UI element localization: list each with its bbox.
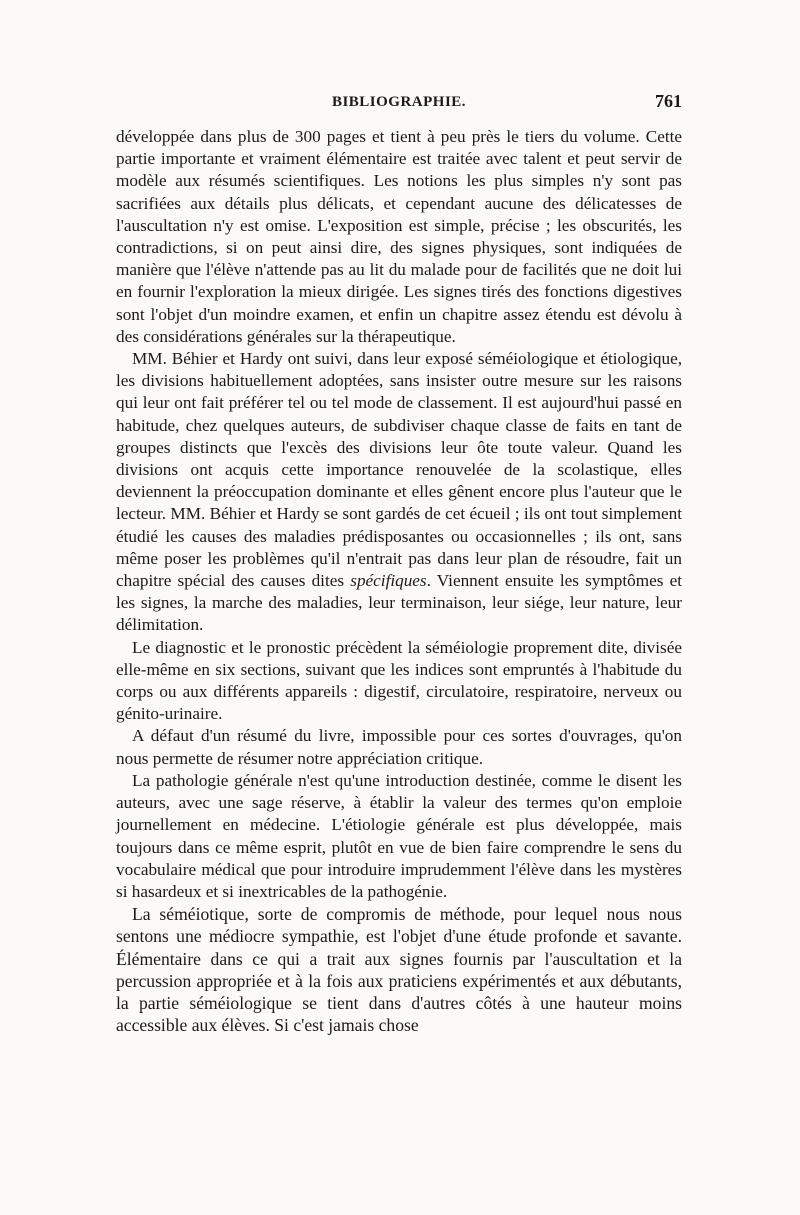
paragraph-2 <box>116 348 682 637</box>
paragraph-1 <box>116 126 682 348</box>
paragraph-6 <box>116 903 682 1036</box>
text-segment: La séméiotique, sorte de compromis de méthode, pour lequel nous nous sentons une médiocre sympathie, est l'objet d'une étude profonde et savante. Élémentaire dans ce qui a trait aux signes fournis par l'auscultation et la percussion appropriée et à la fois aux praticiens expérimentés et aux débutants, la partie séméiologique se tient dans d'autres côtés à une hauteur moins accessible aux élèves. Si c'est jamais chose <box>116 904 682 1036</box>
text-segment: développée dans plus de 300 pages et tient à peu près le tiers du volume. Cette partie importante et vraiment élémentaire est traitée avec talent et peut servir de modèle aux résumés scientifiques. Les notions les plus simples n'y sont pas sacrifiées aux détails plus délicats, et cependant aucune des délicatesses de l'auscultation n'y est omise. L'exposition est simple, précise ; les obscurités, les contradictions, si on peut ainsi dire, des signes physiques, sont indiquées de manière que l'élève n'attende pas au lit du malade pour de facilités que ne doit lui en fournir l'exploration la mieux dirigée. Les signes tirés des fonctions digestives sont l'objet d'un moindre examen, et enfin un chapitre assez étendu est dévolu à des considérations générales sur la thérapeutique. <box>116 127 682 346</box>
page-header <box>116 91 682 120</box>
italic-term: spécifiques <box>350 571 427 591</box>
paragraph-3 <box>116 637 682 726</box>
paragraph-4 <box>116 725 682 769</box>
body-text <box>116 126 682 1036</box>
text-segment: . Viennent ensuite les symptômes et les signes, la marche des maladies, leur terminaison, leur siége, leur nature, leur délimitation. <box>116 571 683 635</box>
text-segment: La pathologie générale n'est qu'une introduction destinée, comme le disent les auteurs, avec une sage réserve, à établir la valeur des termes qu'on emploie journellement en médecine. L'étiologie générale est plus développée, mais toujours dans ce même esprit, plutôt en vue de bien faire comprendre le sens du vocabulaire médical que pour introduire imprudemment l'élève dans les mystères si hasardeux et si inextricables de la pathogénie. <box>116 770 682 901</box>
running-title: BIBLIOGRAPHIE. <box>331 94 467 110</box>
text-segment: Le diagnostic et le pronostic précèdent la séméiologie proprement dite, divisée elle-même en six sections, suivant que les indices sont empruntés à l'habitude du corps ou aux différents appareils : digestif, circulatoire, respiratoire, nerveux ou génito-urinaire. <box>116 637 682 724</box>
paragraph-5 <box>116 770 682 903</box>
page-number: 761 <box>655 91 682 111</box>
text-segment: MM. Béhier et Hardy ont suivi, dans leur exposé séméiologique et étiologique, les divisions habituellement adoptées, sans insister outre mesure sur les raisons qui leur ont fait préférer tel ou tel mode de classement. Il est aujourd'hui passé en habitude, chez quelques auteurs, de subdiviser chaque classe de faits en tant de groupes distincts que l'excès des divisions leur ôte toute valeur. Quand les divisions ont acquis cette importance renouvelée de la scolastique, elles deviennent la préoccupation dominante et elles gênent encore plus l'auteur que le lecteur. MM. Béhier et Hardy se sont gardés de cet écueil ; ils ont tout simplement étudié les causes des maladies prédisposantes ou occasionnelles ; ils ont, sans même poser les problèmes qu'il n'entrait pas dans leur plan de résoudre, fait un chapitre spécial des causes dites <box>116 349 682 591</box>
text-segment: A défaut d'un résumé du livre, impossible pour ces sortes d'ouvrages, qu'on nous permette de résumer notre appréciation critique. <box>116 726 682 768</box>
